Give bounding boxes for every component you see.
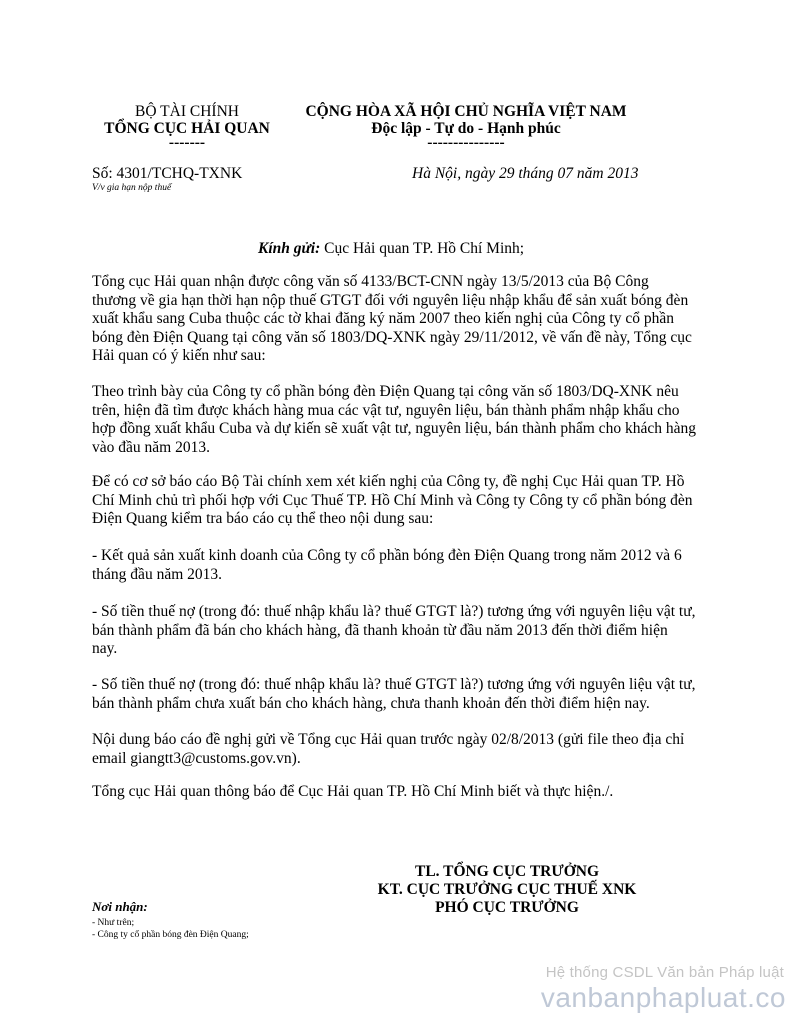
motto-rule: --------------- xyxy=(427,134,505,151)
text-line: - Kết quả sản xuất kinh doanh của Công ty cổ phần bóng đèn Điện Quang trong năm 2012 và 6 xyxy=(92,547,682,564)
paragraph-6 xyxy=(92,676,712,713)
watermark-line-1: Hệ thống CSDL Văn bản Pháp luật xyxy=(545,964,784,981)
document-number: Số: 4301/TCHQ-TXNK xyxy=(92,165,243,182)
paragraph-8 xyxy=(92,783,712,802)
text-line: email giangtt3@customs.gov.vn). xyxy=(92,749,301,767)
text-line: nay. xyxy=(92,640,118,658)
recipient-line xyxy=(258,240,524,258)
signature-line-3: PHÓ CỤC TRƯỞNG xyxy=(435,899,579,916)
text-line: bóng đèn Điện Quang tại công văn số 1803/DQ-XNK ngày 29/11/2012, về vấn đề này, Tổng cục xyxy=(92,328,692,346)
paragraph-2 xyxy=(92,383,712,457)
document-subject: V/v gia hạn nộp thuế xyxy=(92,183,172,193)
department-name: TỔNG CỤC HẢI QUAN xyxy=(104,120,270,137)
place-date: Hà Nội, ngày 29 tháng 07 năm 2013 xyxy=(412,165,639,182)
ministry-name: BỘ TÀI CHÍNH xyxy=(135,103,239,120)
list-item: - Như trên; xyxy=(92,918,135,928)
text-line: thương về gia hạn thời hạn nộp thuế GTGT đối với nguyên liệu nhập khẩu để sản xuất bóng đèn xyxy=(92,291,689,309)
signature-block xyxy=(362,863,652,917)
signature-line-1: TL. TỔNG CỤC TRƯỞNG xyxy=(414,863,600,880)
text-line: Hải quan có ý kiến như sau: xyxy=(92,347,266,365)
recipients-list xyxy=(92,917,249,941)
recipients-title: Nơi nhận: xyxy=(92,899,148,914)
text-line: hợp đồng xuất khẩu Cuba và dự kiến sẽ xuất vật tư, nguyên liệu, bán thành phẩm cho khách hàng xyxy=(92,420,696,438)
text-line: bán thành phẩm đã bán cho khách hàng, đã thanh khoản từ đầu năm 2013 đến thời điểm hiện xyxy=(92,621,668,639)
text-line: - Số tiền thuế nợ (trong đó: thuế nhập khẩu là? thuế GTGT là?) tương ứng với nguyên liệu vật tư, xyxy=(92,676,696,693)
recipient-value: Cục Hải quan TP. Hồ Chí Minh; xyxy=(320,240,525,257)
list-item: - Công ty cổ phần bóng đèn Điện Quang; xyxy=(92,930,249,940)
text-line: Để có cơ sở báo cáo Bộ Tài chính xem xét kiến nghị của Công ty, đề nghị Cục Hải quan TP. Hồ xyxy=(92,473,685,490)
text-line: - Số tiền thuế nợ (trong đó: thuế nhập khẩu là? thuế GTGT là?) tương ứng với nguyên liệu vật tư, xyxy=(92,603,696,620)
text-line: xuất khẩu sang Cuba thuộc các tờ khai đăng ký năm 2007 theo kiến nghị của Công ty cổ phần xyxy=(92,310,674,328)
text-line: vào đầu năm 2013. xyxy=(92,438,210,456)
text-line: Chí Minh chủ trì phối hợp với Cục Thuế TP. Hồ Chí Minh và Công ty Công ty cổ phần bóng đèn xyxy=(92,491,693,509)
text-line: trên, hiện đã tìm được khách hàng mua các vật tư, nguyên liệu, bán thành phẩm nhập khẩu cho xyxy=(92,401,680,419)
text-line: Nội dung báo cáo đề nghị gửi về Tổng cục Hải quan trước ngày 02/8/2013 (gửi file theo địa chỉ xyxy=(92,731,685,748)
text-line: tháng đầu năm 2013. xyxy=(92,565,223,583)
recipient-label: Kính gửi: xyxy=(258,240,321,257)
watermark-line-2: vanbanphapluat.co xyxy=(540,982,786,1013)
text-line: Tổng cục Hải quan thông báo để Cục Hải quan TP. Hồ Chí Minh biết và thực hiện./. xyxy=(92,783,614,800)
paragraph-5 xyxy=(92,603,712,659)
country-name: CỘNG HÒA XÃ HỘI CHỦ NGHĨA VIỆT NAM xyxy=(305,103,627,120)
national-heading xyxy=(290,103,642,149)
signature-line-2: KT. CỤC TRƯỞNG CỤC THUẾ XNK xyxy=(377,881,637,898)
text-line: bán thành phẩm chưa xuất bán cho khách hàng, chưa thanh khoản đến thời điểm hiện nay. xyxy=(92,694,650,712)
paragraph-3 xyxy=(92,473,712,529)
text-line: Tổng cục Hải quan nhận được công văn số 4133/BCT-CNN ngày 13/5/2013 của Bộ Công xyxy=(92,273,649,290)
motto: Độc lập - Tự do - Hạnh phúc xyxy=(371,120,561,137)
paragraph-1 xyxy=(92,273,712,366)
text-line: Theo trình bày của Công ty cổ phần bóng đèn Điện Quang tại công văn số 1803/DQ-XNK nêu xyxy=(92,383,679,400)
text-line: Điện Quang kiểm tra báo cáo cụ thể theo nội dung sau: xyxy=(92,510,434,528)
paragraph-7 xyxy=(92,731,712,768)
paragraph-4 xyxy=(92,547,712,584)
issuer-rule: ------- xyxy=(168,134,206,151)
issuer-block xyxy=(92,103,282,149)
